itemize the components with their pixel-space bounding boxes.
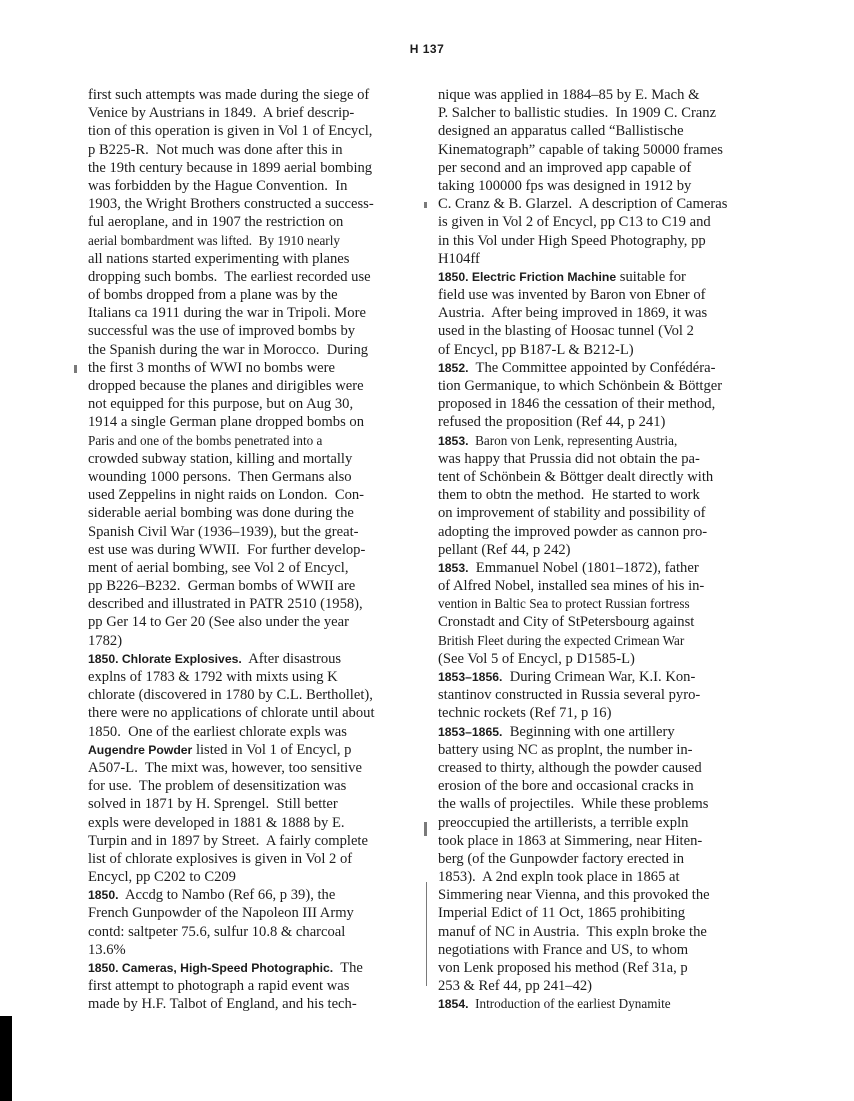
text-line bbox=[438, 141, 818, 159]
line-text: pp Ger 14 to Ger 20 (See also under the year bbox=[88, 614, 349, 631]
line-text: Austria. After being improved in 1869, it was bbox=[438, 305, 708, 322]
line-text: the walls of projectiles. While these problems bbox=[438, 796, 709, 813]
margin-mark bbox=[74, 365, 77, 373]
text-line bbox=[438, 723, 818, 741]
text-line bbox=[438, 959, 818, 977]
text-line bbox=[438, 632, 818, 650]
text-line bbox=[88, 341, 428, 359]
text-line bbox=[438, 268, 818, 286]
text-line bbox=[438, 577, 818, 595]
entry-heading: 1853–1856. bbox=[438, 670, 503, 684]
entry-heading: 1854. bbox=[438, 997, 469, 1012]
line-text: erosion of the bore and occasional cracks in bbox=[438, 778, 694, 795]
entry-heading: 1853–1865. bbox=[438, 724, 503, 739]
line-text: suitable for bbox=[616, 268, 686, 285]
text-line bbox=[438, 923, 818, 941]
entry-heading: 1852. bbox=[438, 360, 469, 375]
line-text: Imperial Edict of 11 Oct, 1865 prohibiting bbox=[438, 905, 686, 922]
text-line bbox=[438, 613, 818, 631]
text-line bbox=[438, 668, 818, 686]
right-text-column bbox=[438, 86, 818, 1014]
text-line bbox=[88, 686, 428, 704]
text-line bbox=[438, 541, 818, 559]
text-line bbox=[88, 559, 428, 577]
text-line bbox=[88, 413, 428, 431]
text-line bbox=[438, 195, 818, 213]
text-line bbox=[438, 322, 818, 340]
line-text: Beginning with one artillery bbox=[502, 723, 675, 740]
line-text: designed an apparatus called “Ballistische bbox=[438, 123, 684, 140]
margin-mark bbox=[424, 202, 427, 208]
text-line bbox=[88, 904, 428, 922]
line-text: stantinov constructed in Russia several pyro- bbox=[438, 687, 701, 704]
line-text: the first 3 months of WWI no bombs were bbox=[88, 359, 335, 376]
line-text: ful aeroplane, and in 1907 the restriction on bbox=[88, 214, 344, 231]
text-line bbox=[88, 577, 428, 595]
text-line bbox=[88, 995, 428, 1013]
text-line bbox=[88, 122, 428, 140]
line-text: tent of Schönbein & Böttger dealt directly with bbox=[438, 468, 714, 485]
text-line bbox=[88, 923, 428, 941]
line-text: crowded subway station, killing and mortally bbox=[88, 450, 353, 467]
line-text: Kinematograph” capable of taking 50000 frames bbox=[438, 141, 723, 158]
line-text: was happy that Prussia did not obtain the pa- bbox=[438, 450, 700, 467]
entry-heading: 1850. Cameras, High-Speed Photographic. bbox=[88, 961, 334, 975]
text-line bbox=[88, 432, 428, 450]
text-line bbox=[88, 322, 428, 340]
line-text: preoccupied the artillerists, a terrible expln bbox=[438, 814, 689, 831]
page-number: H 137 bbox=[409, 42, 445, 56]
line-text: est use was during WWII. For further develop- bbox=[88, 541, 366, 558]
line-text: After disastrous bbox=[241, 650, 342, 667]
line-text: adopting the improved powder as cannon pro- bbox=[438, 523, 708, 540]
line-text: used in the blasting of Hoosac tunnel (Vol 2 bbox=[438, 323, 694, 340]
text-line bbox=[88, 268, 428, 286]
line-text: first such attempts was made during the siege of bbox=[88, 87, 370, 103]
text-line bbox=[438, 250, 818, 268]
text-line bbox=[88, 777, 428, 795]
line-text: Emmanuel Nobel (1801–1872), father bbox=[468, 559, 699, 576]
line-text: there were no applications of chlorate until about bbox=[88, 705, 375, 722]
line-text: field use was invented by Baron von Ebner of bbox=[438, 287, 706, 304]
line-text: The bbox=[333, 960, 363, 976]
line-text: Encycl, pp C202 to C209 bbox=[88, 869, 236, 886]
line-text: manuf of NC in Austria. This expln broke the bbox=[438, 923, 707, 940]
text-line bbox=[438, 122, 818, 140]
entry-heading: Augendre Powder bbox=[88, 742, 193, 757]
text-line bbox=[438, 286, 818, 304]
text-line bbox=[438, 413, 818, 431]
text-line bbox=[88, 141, 428, 159]
line-text: refused the proposition (Ref 44, p 241) bbox=[438, 414, 666, 431]
margin-rule bbox=[426, 882, 427, 986]
text-line bbox=[438, 341, 818, 359]
text-line bbox=[88, 159, 428, 177]
line-text: 253 & Ref 44, pp 241–42) bbox=[438, 978, 593, 995]
line-text: per second and an improved app capable of bbox=[438, 159, 692, 176]
line-text: technic rockets (Ref 71, p 16) bbox=[438, 705, 612, 722]
line-text: ment of aerial bombing, see Vol 2 of Encycl, bbox=[88, 559, 349, 576]
text-line bbox=[438, 832, 818, 850]
line-text: successful was the use of improved bombs by bbox=[88, 323, 356, 340]
text-line bbox=[438, 941, 818, 959]
text-line bbox=[438, 177, 818, 195]
line-text: them to obtn the method. He started to work bbox=[438, 487, 700, 504]
text-line bbox=[88, 741, 428, 759]
line-text: Italians ca 1911 during the war in Tripoli. More bbox=[88, 305, 366, 322]
text-line bbox=[438, 395, 818, 413]
text-line bbox=[438, 741, 818, 759]
text-line bbox=[88, 704, 428, 722]
text-line bbox=[88, 250, 428, 268]
line-text: the Spanish during the war in Morocco. During bbox=[88, 341, 369, 358]
text-line bbox=[438, 450, 818, 468]
line-text: expls were developed in 1881 & 1888 by E. bbox=[88, 814, 345, 831]
text-line bbox=[88, 213, 428, 231]
text-line bbox=[88, 377, 428, 395]
entry-heading: 1850. Electric Friction Machine bbox=[438, 269, 617, 284]
line-text: is given in Vol 2 of Encycl, pp C13 to C19 and bbox=[438, 214, 711, 231]
text-line bbox=[88, 304, 428, 322]
text-line bbox=[438, 850, 818, 868]
text-line bbox=[88, 504, 428, 522]
line-text: explns of 1783 & 1792 with mixts using K bbox=[88, 669, 338, 685]
text-line bbox=[438, 377, 818, 395]
line-text: During Crimean War, K.I. Kon- bbox=[502, 669, 696, 685]
text-line bbox=[438, 523, 818, 541]
line-text: von Lenk proposed his method (Ref 31a, p bbox=[438, 960, 688, 976]
line-text: Turpin and in 1897 by Street. A fairly complete bbox=[88, 832, 368, 849]
line-text: described and illustrated in PATR 2510 (1958), bbox=[88, 596, 363, 613]
text-line bbox=[438, 504, 818, 522]
line-text: P. Salcher to ballistic studies. In 1909 C. Cranz bbox=[438, 105, 717, 122]
line-text: of bombs dropped from a plane was by the bbox=[88, 287, 338, 304]
entry-heading: 1850. bbox=[88, 888, 119, 903]
text-line bbox=[88, 868, 428, 886]
text-line bbox=[438, 795, 818, 813]
line-text: Baron von Lenk, representing Austria, bbox=[468, 432, 678, 448]
text-line bbox=[438, 595, 818, 613]
line-text: contd: saltpeter 75.6, sulfur 10.8 & charcoal bbox=[88, 923, 346, 940]
line-text: C. Cranz & B. Glarzel. A description of Cameras bbox=[438, 196, 728, 213]
text-line bbox=[438, 559, 818, 577]
text-line bbox=[88, 850, 428, 868]
line-text: for use. The problem of desensitization was bbox=[88, 778, 347, 795]
line-text: nique was applied in 1884–85 by E. Mach & bbox=[438, 87, 700, 103]
text-line bbox=[88, 395, 428, 413]
line-text: vention in Baltic Sea to protect Russian fortress bbox=[438, 596, 690, 612]
line-text: Venice by Austrians in 1849. A brief descrip- bbox=[88, 105, 355, 122]
text-line bbox=[88, 759, 428, 777]
line-text: wounding 1000 persons. Then Germans also bbox=[88, 468, 352, 485]
line-text: Paris and one of the bombs penetrated into a bbox=[88, 432, 323, 448]
line-text: Simmering near Vienna, and this provoked the bbox=[438, 887, 710, 904]
line-text: British Fleet during the expected Crimean War bbox=[438, 632, 685, 648]
line-text: aerial bombardment was lifted. By 1910 nearly bbox=[88, 232, 340, 248]
text-line bbox=[88, 359, 428, 377]
text-line bbox=[438, 650, 818, 668]
line-text: taking 100000 fps was designed in 1912 by bbox=[438, 177, 692, 194]
line-text: chlorate (discovered in 1780 by C.L. Berthollet), bbox=[88, 687, 373, 704]
text-line bbox=[88, 668, 428, 686]
text-line bbox=[88, 941, 428, 959]
line-text: Accdg to Nambo (Ref 66, p 39), the bbox=[118, 887, 336, 904]
line-text: 13.6% bbox=[88, 941, 126, 958]
line-text: battery using NC as proplnt, the number in- bbox=[438, 741, 693, 758]
text-line bbox=[88, 195, 428, 213]
text-line bbox=[438, 486, 818, 504]
text-line bbox=[438, 704, 818, 722]
line-text: made by H.F. Talbot of England, and his tech- bbox=[88, 996, 357, 1013]
line-text: listed in Vol 1 of Encycl, p bbox=[192, 741, 352, 758]
text-line bbox=[438, 304, 818, 322]
line-text: 1782) bbox=[88, 632, 123, 649]
line-text: tion of this operation is given in Vol 1 of Encycl, bbox=[88, 123, 373, 140]
line-text: H104ff bbox=[438, 250, 480, 267]
text-line bbox=[88, 613, 428, 631]
text-line bbox=[438, 995, 818, 1013]
text-line bbox=[88, 632, 428, 650]
margin-mark bbox=[424, 822, 427, 836]
entry-heading: 1853. bbox=[438, 433, 469, 448]
line-text: list of chlorate explosives is given in Vol 2 of bbox=[88, 850, 353, 867]
line-text: 1853). A 2nd expln took place in 1865 at bbox=[438, 869, 680, 886]
line-text: first attempt to photograph a rapid event was bbox=[88, 978, 350, 995]
line-text: 1914 a single German plane dropped bombs on bbox=[88, 414, 365, 431]
text-line bbox=[88, 886, 428, 904]
text-line bbox=[438, 232, 818, 250]
line-text: took place in 1863 at Simmering, near Hiten- bbox=[438, 832, 703, 849]
text-line bbox=[88, 814, 428, 832]
text-line bbox=[438, 868, 818, 886]
text-line bbox=[438, 432, 818, 450]
line-text: the 19th century because in 1899 aerial bombing bbox=[88, 159, 373, 176]
line-text: tion Germanique, to which Schönbein & Böttger bbox=[438, 378, 723, 394]
line-text: 1850. One of the earliest chlorate expls was bbox=[88, 723, 347, 740]
line-text: on improvement of stability and possibility of bbox=[438, 505, 706, 522]
text-line bbox=[88, 523, 428, 541]
line-text: Introduction of the earliest Dynamite bbox=[468, 996, 671, 1012]
line-text: negotiations with France and US, to whom bbox=[438, 941, 689, 958]
line-text: of Encycl, pp B187-L & B212-L) bbox=[438, 341, 634, 358]
text-line bbox=[88, 286, 428, 304]
text-line bbox=[438, 977, 818, 995]
text-line bbox=[438, 359, 818, 377]
line-text: dropping such bombs. The earliest recorded use bbox=[88, 268, 371, 285]
text-line bbox=[88, 832, 428, 850]
text-line bbox=[88, 86, 428, 104]
text-line bbox=[88, 468, 428, 486]
line-text: all nations started experimenting with planes bbox=[88, 250, 350, 267]
text-line bbox=[88, 232, 428, 250]
text-line bbox=[88, 486, 428, 504]
line-text: Cronstadt and City of StPetersbourg against bbox=[438, 614, 695, 631]
text-line bbox=[438, 159, 818, 177]
line-text: dropped because the planes and dirigibles were bbox=[88, 378, 364, 394]
line-text: A507-L. The mixt was, however, too sensitive bbox=[88, 759, 362, 776]
text-line bbox=[88, 650, 428, 668]
text-line bbox=[438, 886, 818, 904]
line-text: pp B226–B232. German bombs of WWII are bbox=[88, 578, 356, 595]
text-line bbox=[88, 977, 428, 995]
line-text: proposed in 1846 the cessation of their method, bbox=[438, 396, 716, 413]
text-line bbox=[438, 904, 818, 922]
line-text: solved in 1871 by H. Sprengel. Still better bbox=[88, 796, 338, 813]
line-text: of Alfred Nobel, installed sea mines of his in- bbox=[438, 578, 705, 595]
line-text: pellant (Ref 44, p 242) bbox=[438, 541, 571, 558]
line-text: not equipped for this purpose, but on Aug 30, bbox=[88, 396, 354, 413]
line-text: 1903, the Wright Brothers constructed a success- bbox=[88, 196, 374, 213]
text-line bbox=[438, 686, 818, 704]
line-text: used Zeppelins in night raids on London. Con- bbox=[88, 487, 365, 504]
text-line bbox=[438, 814, 818, 832]
line-text: berg (of the Gunpowder factory erected in bbox=[438, 850, 685, 867]
text-line bbox=[88, 595, 428, 613]
line-text: siderable aerial bombing was done during the bbox=[88, 505, 354, 522]
text-line bbox=[88, 177, 428, 195]
line-text: Spanish Civil War (1936–1939), but the great- bbox=[88, 523, 359, 540]
entry-heading: 1853. bbox=[438, 560, 469, 575]
scan-edge-bar bbox=[0, 1016, 12, 1101]
line-text: The Committee appointed by Confédéra- bbox=[468, 359, 716, 376]
text-line bbox=[88, 104, 428, 122]
line-text: in this Vol under High Speed Photography, pp bbox=[438, 232, 706, 249]
entry-heading: 1850. Chlorate Explosives. bbox=[88, 651, 242, 666]
text-line bbox=[438, 86, 818, 104]
line-text: was forbidden by the Hague Convention. In bbox=[88, 177, 348, 194]
text-line bbox=[88, 723, 428, 741]
left-text-column bbox=[88, 86, 428, 1014]
text-line bbox=[438, 777, 818, 795]
text-line bbox=[438, 104, 818, 122]
text-line bbox=[88, 795, 428, 813]
line-text: p B225-R. Not much was done after this in bbox=[88, 141, 343, 158]
text-line bbox=[438, 759, 818, 777]
text-line bbox=[438, 468, 818, 486]
text-line bbox=[88, 450, 428, 468]
text-line bbox=[88, 959, 428, 977]
line-text: creased to thirty, although the powder caused bbox=[438, 759, 702, 776]
text-line bbox=[88, 541, 428, 559]
line-text: French Gunpowder of the Napoleon III Army bbox=[88, 905, 354, 922]
line-text: (See Vol 5 of Encycl, p D1585-L) bbox=[438, 650, 635, 667]
text-line bbox=[438, 213, 818, 231]
